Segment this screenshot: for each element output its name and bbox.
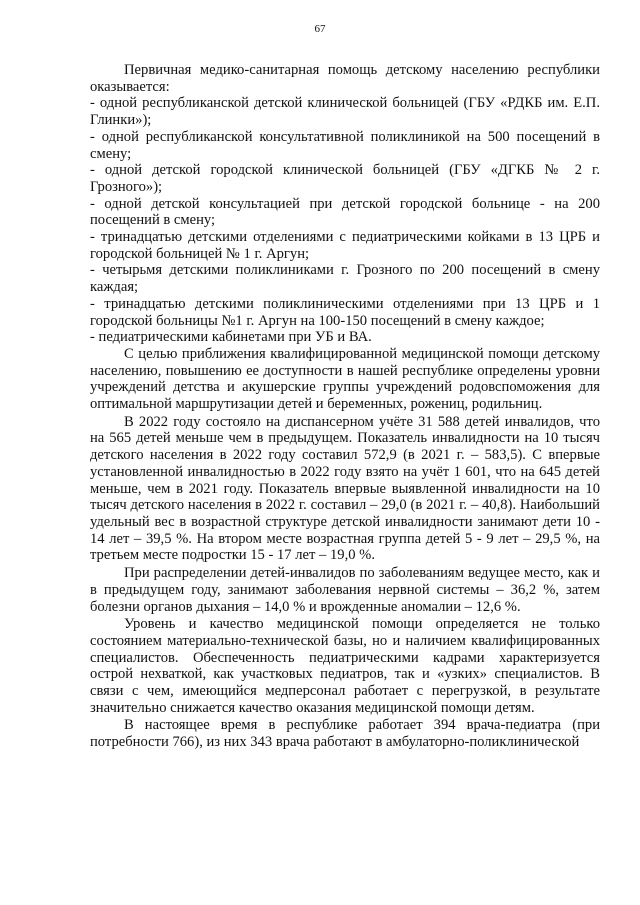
- paragraph-disability-diseases: При распределении детей-инвалидов по заболеваниям ведущее место, как и в предыдущем году, занимают заболевания нервной системы – 36,2 %, затем болезни органов дыхания – 14,0 % и врожденные аномалии – 12,6 %.: [90, 565, 600, 615]
- list-item-grozny-polyclinics: - четырьмя детскими поликлиниками г. Грозного по 200 посещений в смену каждая;: [90, 262, 600, 296]
- list-item-rdkb: - одной республиканской детской клинической больницей (ГБУ «РДКБ им. Е.П. Глинки»);: [90, 95, 600, 129]
- paragraph-intro: Первичная медико-санитарная помощь детскому населению республики оказывается:: [90, 62, 600, 95]
- list-item-pediatric-offices: - педиатрическими кабинетами при УБ и ВА.: [90, 329, 372, 346]
- paragraph-care-levels: С целью приближения квалифицированной медицинской помощи детскому населению, повышению ее доступности в нашей республике определены уровни учреждений детства и акушерские группы учреждений родовспоможения для оптимальной маршрутизации детей и беременных, рожениц, родильниц.: [90, 345, 600, 413]
- list-item-consultative-polyclinic: - одной республиканской консультативной поликлиникой на 500 посещений в смену;: [90, 128, 600, 162]
- list-item-children-consultation: - одной детской консультацией при детской городской больнице - на 200 посещений в смену;: [90, 195, 600, 229]
- paragraph-pediatricians: В настоящее время в республике работает 394 врача-педиатра (при потребности 766), из них 343 врача работают в амбулаторно-поликлинической: [90, 717, 600, 751]
- list-item-dgkb: - одной детской городской клинической больницей (ГБУ «ДГКБ № 2 г. Грозного»);: [90, 162, 600, 195]
- paragraph-disability-stats: В 2022 году состояло на диспансерном учёте 31 588 детей инвалидов, что на 565 детей меньше чем в предыдущем. Показатель инвалидности на 10 тысяч детского населения в 2022 году составил 572,9 (в 2021 г. – 583,5). С впервые установленной инвалидностью в 2022 году взято на учёт 1 601, что на 645 детей меньше, чем в 2021 году. Показатель впервые выявленной инвалидности на 10 тысяч детского населения в 2022 г. составил – 29,0 (в 2021 г. – 40,8). Наибольший удельный вес в возрастной структуре детской инвалидности занимают дети 10 - 14 лет – 39,5 %. На втором месте возрастная группа детей 5 - 9 лет – 29,5 %, на третьем месте подростки 15 - 17 лет – 19,0 %.: [90, 413, 600, 564]
- document-body: [90, 62, 600, 751]
- page-number: 67: [314, 23, 326, 35]
- list-item-pediatric-departments: - тринадцатью детскими отделениями с педиатрическими койками в 13 ЦРБ и городской больницей № 1 г. Аргун;: [90, 229, 600, 262]
- list-item-polyclinic-departments: - тринадцатью детскими поликлиническими отделениями при 13 ЦРБ и 1 городской больницы №1 г. Аргун на 100-150 посещений в смену каждое;: [90, 295, 600, 329]
- paragraph-staffing: Уровень и качество медицинской помощи определяется не только состоянием материально-технической базы, но и наличием квалифицированных специалистов. Обеспеченность педиатрическими кадрами характеризуется острой нехваткой, как участковых педиатров, так и «узких» специалистов. В связи с чем, имеющийся медперсонал работает с перегрузкой, в результате значительно снижается качество оказания медицинской помощи детям.: [90, 616, 600, 716]
